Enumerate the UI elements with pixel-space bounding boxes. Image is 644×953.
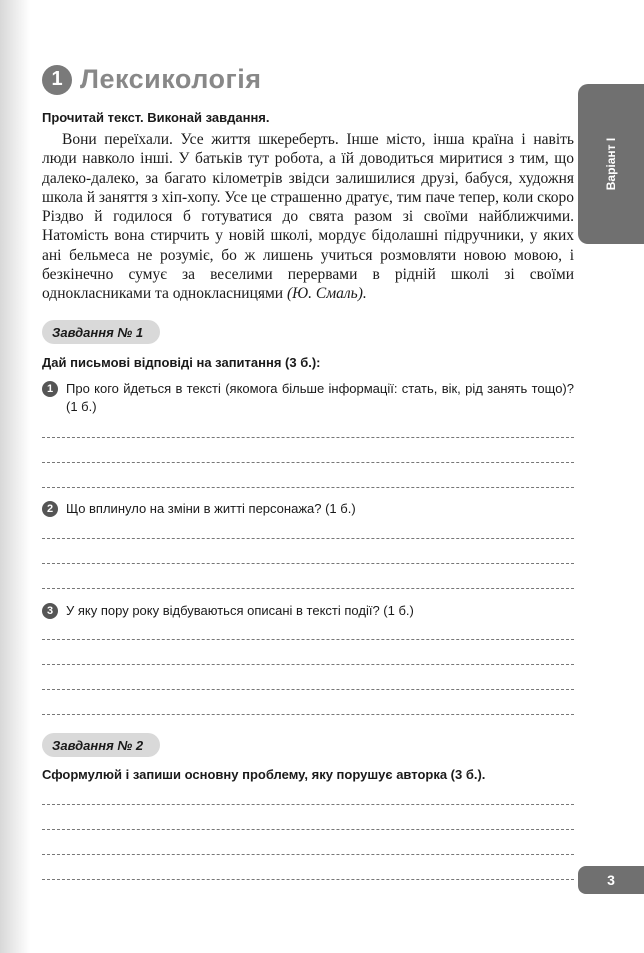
question-2-text: Що вплинуло на зміни в житті персонажа? (1 б.) xyxy=(66,501,356,516)
answer-line[interactable] xyxy=(42,563,574,564)
question-2-number: 2 xyxy=(42,501,58,517)
answer-line[interactable] xyxy=(42,437,574,438)
reading-text-body: Вони переїхали. Усе життя шкереберть. Інше місто, інша країна і навіть люди навколо інші. У батьків тут робота, а їй доводиться миритися з тим, що далеко-далеко, за багато кілометрів звідси залишилися друзі, бабуся, художня школа й заняття з хіп-хопу. Усе це страшенно дратує, тим паче тепер, коли скоро Різдво й годилося б готуватися до свята разом зі своїми найближчими. Натомість вона стирчить у новій школі, мордує бідолашні підручники, у яких ані бельмеса не розуміє, бо ж лишень учиться розмовляти новою мовою, і безкінечно сумує за веселими перервами в рідній школі зі своїми однокласниками та однокласницями xyxy=(42,131,574,303)
reading-text-author: (Ю. Смаль). xyxy=(286,285,367,303)
answer-line[interactable] xyxy=(42,829,574,830)
question-3 xyxy=(42,602,574,620)
task-2-instruction: Сформулюй і запиши основну проблему, яку порушує авторка (3 б.). xyxy=(42,767,486,782)
page-shadow xyxy=(0,0,30,953)
answer-line[interactable] xyxy=(42,854,574,855)
question-3-number: 3 xyxy=(42,603,58,619)
answer-line[interactable] xyxy=(42,879,574,880)
answer-line[interactable] xyxy=(42,804,574,805)
chapter-title: Лексикологія xyxy=(80,64,262,94)
answer-line[interactable] xyxy=(42,588,574,589)
answer-line[interactable] xyxy=(42,639,574,640)
answer-line[interactable] xyxy=(42,487,574,488)
answer-line[interactable] xyxy=(42,714,574,715)
answer-line[interactable] xyxy=(42,462,574,463)
task-2-label: Завдання № 2 xyxy=(42,733,160,757)
reading-instruction: Прочитай текст. Виконай завдання. xyxy=(42,110,270,125)
question-1-text: Про кого йдеться в тексті (якомога більше інформації: стать, вік, рід занять тощо)? (1 б.) xyxy=(66,381,574,414)
variant-tab-label: Варіант I xyxy=(604,137,618,191)
question-2 xyxy=(42,500,574,518)
answer-line[interactable] xyxy=(42,689,574,690)
question-1 xyxy=(42,380,574,416)
variant-tab xyxy=(578,84,644,244)
question-3-text: У яку пору року відбуваються описані в тексті події? (1 б.) xyxy=(66,603,414,618)
task-1-instruction: Дай письмові відповіді на запитання (3 б.): xyxy=(42,355,321,370)
task-1-label: Завдання № 1 xyxy=(42,320,160,344)
answer-line[interactable] xyxy=(42,664,574,665)
chapter-number: 1 xyxy=(42,65,72,95)
reading-text xyxy=(42,130,574,304)
chapter-heading xyxy=(42,64,262,95)
question-1-number: 1 xyxy=(42,381,58,397)
page-number: 3 xyxy=(578,866,644,894)
answer-line[interactable] xyxy=(42,538,574,539)
